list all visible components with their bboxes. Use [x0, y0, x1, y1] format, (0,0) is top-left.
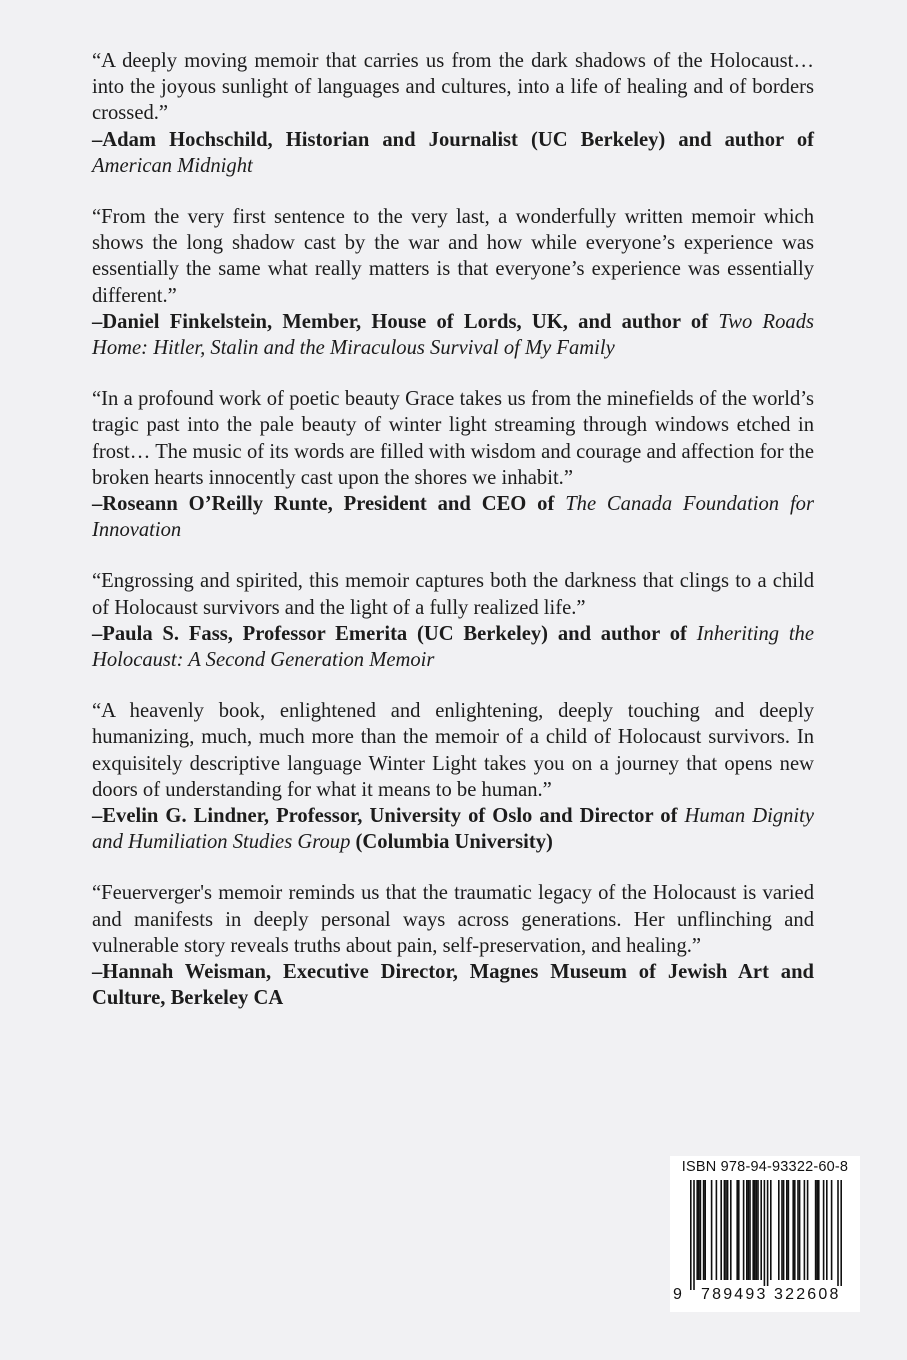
blurb-quote: “From the very first sentence to the very last, a wonderfully written memoir which shows the long shadow cast by the war and how while everyone’s experience was essentially the same what really matters is that everyone’s experience was essentially different.”	[92, 206, 814, 307]
blurb-quote: “A deeply moving memoir that carries us from the dark shadows of the Holocaust…into the joyous sunlight of languages and cultures, into a life of healing and of borders crossed.”	[92, 50, 814, 125]
barcode-bar	[823, 1180, 825, 1280]
barcode-bar	[743, 1180, 745, 1280]
isbn-barcode	[670, 1156, 860, 1312]
barcode-bar	[804, 1180, 806, 1280]
barcode-bar	[757, 1180, 759, 1280]
attribution-author: –Hannah Weisman, Executive Director, Magnes Museum of Jewish Art and Culture, Berkeley CA	[92, 961, 814, 1010]
barcode-bar	[760, 1180, 762, 1280]
blurb-4	[92, 568, 814, 673]
barcode-bar	[720, 1180, 722, 1280]
barcode-digits	[670, 1284, 860, 1308]
blurb-5	[92, 698, 814, 855]
barcode-bar	[752, 1180, 754, 1280]
barcode-bar	[770, 1180, 772, 1280]
barcode-bar	[730, 1180, 732, 1280]
barcode-bar	[764, 1180, 766, 1290]
barcode-bar	[748, 1180, 750, 1280]
barcode-bar	[754, 1180, 756, 1280]
barcode-bar	[724, 1180, 726, 1280]
attribution-work-title: Inheriting the Holocaust: A Second Generation Memoir	[92, 622, 814, 672]
blurb-6	[92, 880, 814, 1011]
back-cover-blurbs	[92, 48, 814, 1037]
blurb-1	[92, 48, 814, 179]
barcode-bar	[746, 1180, 748, 1280]
blurb-quote: “A heavenly book, enlightened and enlightening, deeply touching and deeply humanizing, much, much more than the memoir of a child of Holocaust survivors. In exquisitely descriptive language Winter Light takes you on a journey that opens new doors of understanding for what it means to be human.”	[92, 700, 814, 801]
barcode-bars	[670, 1180, 860, 1292]
barcode-bar	[807, 1180, 809, 1280]
barcode-bar	[797, 1180, 799, 1280]
barcode-bar	[703, 1180, 705, 1280]
barcode-bar	[725, 1180, 727, 1280]
blurb-2	[92, 204, 814, 361]
barcode-bar	[781, 1180, 783, 1280]
blurb-attribution	[92, 959, 814, 1011]
barcode-bar	[826, 1180, 828, 1280]
attribution-work-title: The Canada Foundation for Innovation	[92, 493, 814, 542]
blurb-attribution	[92, 621, 814, 673]
blurb-attribution	[92, 491, 814, 543]
barcode-bar	[831, 1180, 833, 1280]
blurb-attribution	[92, 803, 814, 855]
barcode-bar	[738, 1180, 740, 1280]
barcode-digits-right: 322608	[774, 1286, 841, 1303]
attribution-work-title: Two Roads Home: Hitler, Stalin and the Miraculous Survival of My Family	[92, 310, 814, 360]
attribution-work-title: Human Dignity and Humiliation Studies Group	[92, 805, 814, 854]
barcode-bar	[693, 1180, 695, 1290]
barcode-bar	[778, 1180, 780, 1280]
blurb-quote: “Feuerverger's memoir reminds us that the traumatic legacy of the Holocaust is varied and manifests in deeply personal ways across generations. Her unflinching and vulnerable story reveals truths about pain, self-preservation, and healing.”	[92, 882, 814, 957]
barcode-bar	[799, 1180, 801, 1280]
barcode-bar	[696, 1180, 698, 1280]
barcode-bar	[736, 1180, 738, 1280]
barcode-bar	[837, 1180, 839, 1290]
barcode-bar	[816, 1180, 818, 1280]
attribution-author: –Daniel Finkelstein, Member, House of Lords, UK, and author of	[92, 310, 719, 333]
attribution-author: –Paula S. Fass, Professor Emerita (UC Berkeley) and author of	[92, 622, 697, 645]
barcode-bar	[767, 1180, 769, 1290]
isbn-label: ISBN 978-94-93322-60-8	[681, 1159, 849, 1175]
barcode-digits-left: 789493	[701, 1286, 768, 1303]
blurb-attribution	[92, 127, 814, 179]
blurb-quote: “Engrossing and spirited, this memoir captures both the darkness that clings to a child of Holocaust survivors and the light of a fully realized life.”	[92, 570, 814, 619]
barcode-bar	[840, 1180, 842, 1290]
blurb-quote: “In a profound work of poetic beauty Grace takes us from the minefields of the world’s tragic past into the pale beauty of winter light streaming through windows etched in frost… The music of its words are filled with wisdom and courage and affection for the broken hearts innocently cast upon the shores we inhabit.”	[92, 388, 814, 489]
barcode-bar	[749, 1180, 751, 1280]
attribution-author: –Roseann O’Reilly Runte, President and CEO of	[92, 493, 566, 516]
barcode-bar	[711, 1180, 713, 1280]
attribution-author: –Evelin G. Lindner, Professor, University of Oslo and Director of	[92, 805, 685, 828]
attribution-suffix: (Columbia University)	[350, 831, 553, 854]
barcode-bar	[698, 1180, 700, 1280]
barcode-bar	[786, 1180, 788, 1280]
barcode-bar	[792, 1180, 794, 1280]
blurb-attribution	[92, 309, 814, 361]
barcode-bar	[818, 1180, 820, 1280]
barcode-bar	[700, 1180, 702, 1280]
barcode-bar	[756, 1180, 758, 1280]
barcode-bar	[788, 1180, 790, 1280]
barcode-bar	[727, 1180, 729, 1280]
barcode-bar	[690, 1180, 692, 1290]
attribution-work-title: American Midnight	[92, 154, 253, 177]
attribution-author: –Adam Hochschild, Historian and Journalist (UC Berkeley) and author of	[92, 128, 814, 151]
barcode-digit-first: 9	[673, 1286, 685, 1303]
blurb-3	[92, 386, 814, 543]
barcode-bar	[783, 1180, 785, 1280]
barcode-bar	[815, 1180, 817, 1280]
barcode-bar	[794, 1180, 796, 1280]
barcode-bar	[716, 1180, 718, 1280]
barcode-bar	[704, 1180, 706, 1280]
